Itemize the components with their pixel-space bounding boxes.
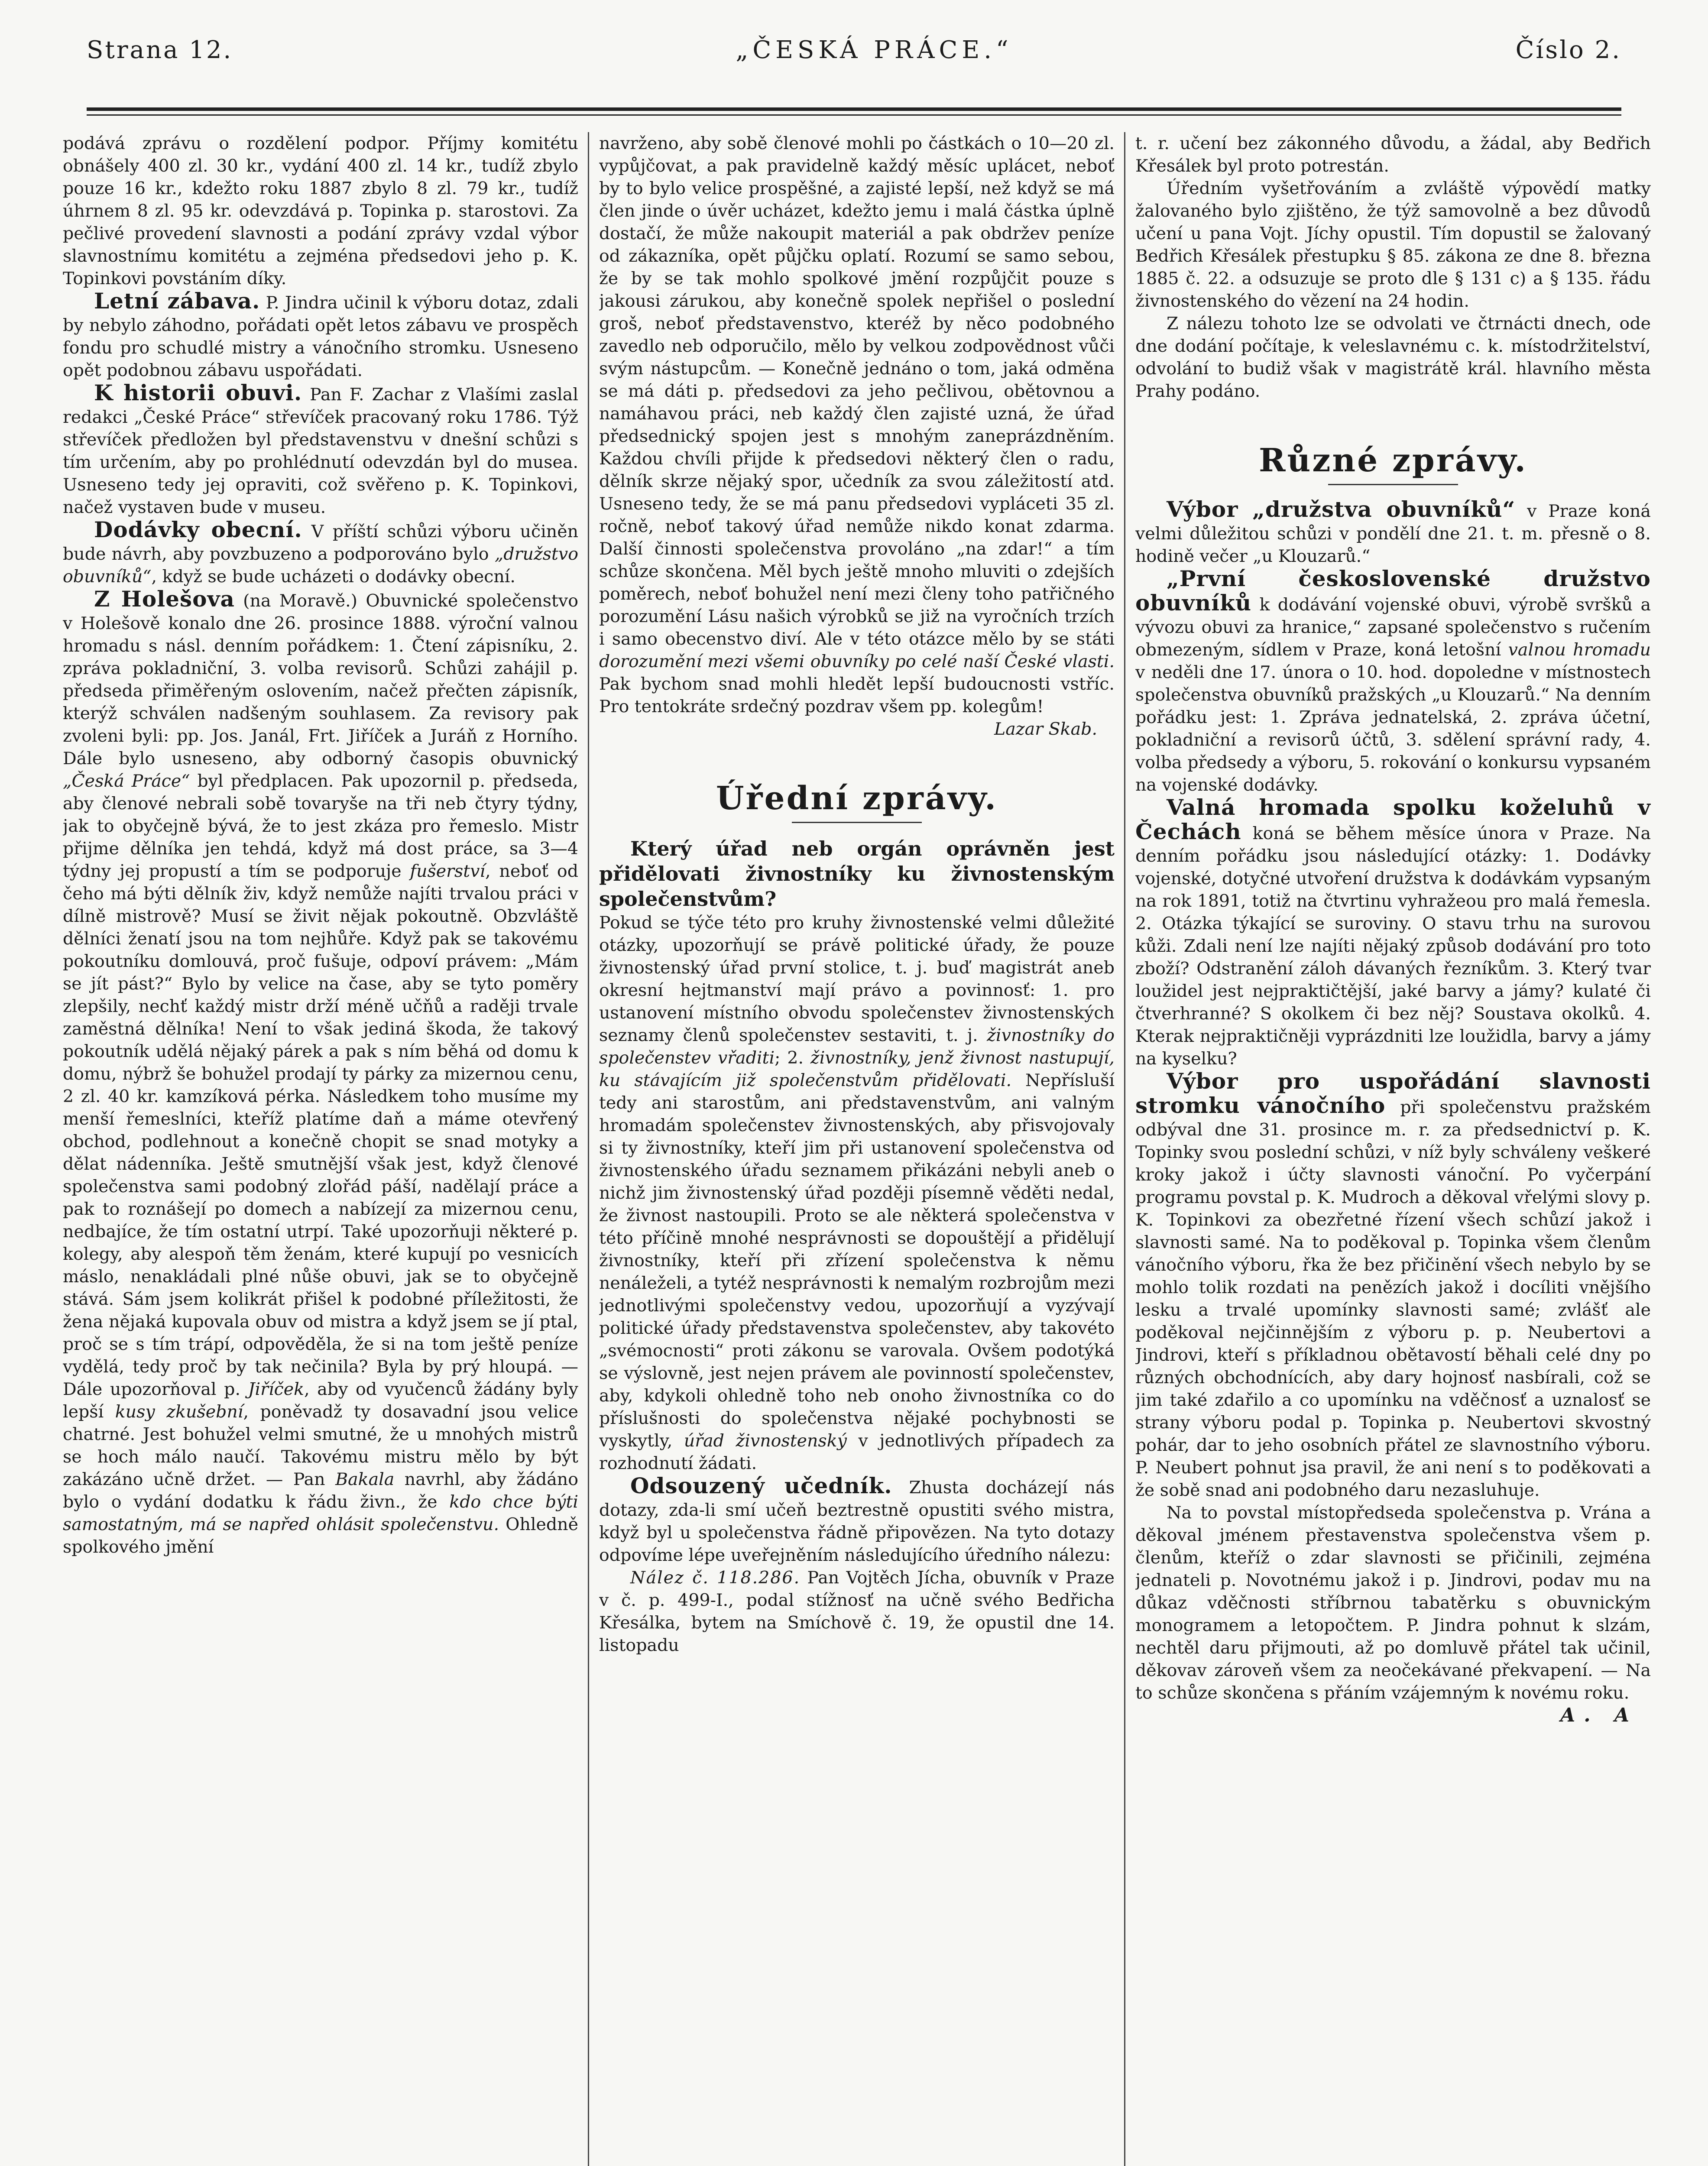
text-italic: fušerství (410, 861, 486, 881)
paragraph-urad (599, 911, 1115, 1475)
heading-urad: Který úřad neb orgán oprávněn jest přidělovati živnostníky ku živnostenským společenstvům? (599, 837, 1115, 911)
text-stromek: při společenstvu pražském odbýval dne 31. prosince m. r. za předsednictví p. K. Topinky svou poslední schůzi, v níž byly schváleny veškeré kroky jakož i účty slavnosti vánoční. Po vyčerpání programu povstal p. K. Mudroch a děkoval vřelými slovy p. K. Topinkovi za obezřetné řízení všech schůzí jakož i slavnosti samé. Na to poděkoval p. Topinka všem členům vánočního výboru, řka že bez přičinění všech nebylo by se mohlo tolik rozdati na penězích jakož i docíliti vnějšího lesku a trvalé upomínky slavnosti samé; zvlášť ale poděkoval nejčinnějším z výboru p. p. Neubertovi a Jindrovi, kteří s příkladnou obětavostí běhali celé dny po různých obchodnících, aby dary hojnosť nasbírali, což se jim také zdařilo a co upomínku na vděčnosť a uznalosť se strany výboru podal p. Topinka p. Neubertovi skvostný pohár, dar to jeho osobních přátel ze slavnostního výboru. P. Neubert pohnut jsa pravil, že ani není s to poděkovati a že sobě snad ani podobného daru nezasluhuje. (1135, 1097, 1651, 1500)
text-holesov: navrhl, aby žádáno bylo o vydání dodatku k řádu živn., že (63, 1469, 578, 1512)
column-2 (599, 132, 1115, 2166)
text-nalez: Pan Vojtěch Jícha, obuvník v Praze v č. p. 499-I., podal stížnosť na učně svého Bedřicha Křesálka, bytem na Smíchově č. 19, že opustil dne 14. listopadu (599, 1568, 1115, 1655)
text-italic: kdo chce býti samostatným, má se napřed ohlásit společenstvu. (63, 1492, 578, 1534)
periodical-title: „ČESKÁ PRÁCE.“ (736, 36, 1013, 64)
heading-valna-hromada: Valná hromada spolku koželuhů v Čechách (1135, 794, 1651, 844)
signature-lazar-skab: Lazar Skab. (994, 719, 1097, 739)
header-rule-thick (87, 107, 1621, 111)
text-holesov-cont: navrženo, aby sobě členové mohli po částkách o 10—20 zl. vypůjčovat, a pak pravidelně každý měsíc uplácet, neboť by to bylo velice prospěšné, a zajisté lepší, než když se má člen jinde o úvěr ucházet, kdežto jemu i malá částka úplně dostačí, že může nakoupit materiál a pak obdržev peníze od zákazníka, opět půjčku oplatí. Rozumí se samo sebou, že by se tak mohlo spolkové jmění rozpůjčit pouze s jakousi zárukou, aby konečně spolek nepřišel o poslední groš, neboť představenstvo, kteréž by něco podobného zavedlo neb odporučilo, mělo by velkou zodpovědnost vůči svým nástupcům. — Konečně jednáno o tom, jaká odměna se má dáti p. předsedovi za jeho pečlivou, obětovnou a namáhavou práci, neb každý člen zajisté uzná, že úřad předsednický spojen jest s mnohým zaneprázdněním. Každou chvíli přijde k předsedovi některý člen o radu, dělník skrze nějaký spor, učedník za svou záležitostí atd. Usneseno tedy, že se má panu předsedovi vypláceti 35 zl. ročně, neboť takový úřad nemůže nikdo konat zdarma. Další činnosti společenstva provoláno „na zdar!“ a tím schůze skončena. Měl bych ještě mnoho mluviti o zdejších poměrech, neboť bohužel není mezi členy toho patřičného porozumění Lásu našich výrobků se již na vyročních trzích i samo obecenstvo diví. Ale v této otázce mělo by se státi (599, 133, 1115, 649)
text-urad: ; 2. (775, 1048, 804, 1068)
paragraph-prvni-druzstvo (1135, 567, 1651, 796)
paragraph-ucednik (599, 1475, 1115, 1566)
paragraph-nalez (599, 1566, 1115, 1657)
text-ucednik: Zhusta docházejí nás dotazy, zda-li smí učeň beztrestně opustiti svého mistra, když byl u společenstva řádně připovězen. Na tyto dotazy odpovíme lépe uveřejněním následujícího úředního nálezu: (599, 1478, 1115, 1565)
heading-dodavky: Dodávky obecní. (94, 517, 302, 542)
section-title-uredni-zpravy: Úřední zprávy. (716, 780, 998, 817)
paragraph-mistopredseda: Na to povstal místopředseda společenstva p. Vrána a děkoval jménem přestavenstva společenstva všem p. členům, kteříž o zdar slavnosti se přičinili, zejména jednateli p. Novotnému jakož i p. Jindrovi, podav mu na důkaz vděčnosti stříbrnou tabatěrku s obuvnickým monogramem a letopočtem. P. Jindra pohnut k slzám, nechtěl daru přijmouti, až po domluvě přátel tak učinil, děkovav zároveň všem za neočekávané překvapení. — Na to schůze skončena s přáním vzájemným k novému roku. (1135, 1503, 1651, 1703)
text-italic: kusy zkušební (115, 1402, 243, 1422)
text-italic: Bakala (335, 1469, 395, 1489)
text-historie-obuvi: Pan F. Zachar z Vlašími zaslal redakci „České Práce“ střevíček pracovaný roku 1786. Týž střevíček předložen byl představenstvu v dnešní schůzi s tím určením, aby po prohlédnutí odevzdán byl do musea. Usneseno tedy jej opraviti, což svěřeno p. K. Topinkovi, načež vystaven bude v museu. (63, 385, 578, 517)
text-dodavky-end: , když se bude ucházeti o dodávky obecní. (151, 567, 515, 587)
text-prvni-druzstvo: v neděli dne 17. února o 10. hod. dopoledne v místnostech společenstva obuvníků pražských „u Klouzarů.“ Na denním pořádku jest: 1. Zpráva jednatelská, 2. zpráva účetní, pokladniční a revisorů účtů, 3. sdělení správní rady, 4. volba předsedy a výboru, 5. rokování o konkursu vypsaném na vojenské dodávky. (1135, 662, 1651, 795)
text-valna-hromada: koná se během měsíce února v Praze. Na denním pořádku jsou následující otázky: 1. Dodávky vojenské, dotyčné utvoření družstva k dodávkám vypsaným na rok 1891, totiž na čtvrtinu vyhražeou pro malá řemesla. 2. Otázka týkající se suroviny. O stavu trhu na surovou kůži. Zdali není lze najíti nějaký způsob dodávání pro toto zboží? Odstranění záloh dávaných řezníkům. 3. Který tvar loužidel jest nejpraktičtější, jaké barvy a jámy? kulaté či čtverhranné? S okolkem či bez něj? Soustava okolků. 4. Kterak nejpraktičněji vyprázdniti lze loužidla, barvy a jámy na kyselku? (1135, 824, 1651, 1069)
text-holesov: Ohledně spolkového jmění (63, 1514, 578, 1557)
section-title-ruzne-zpravy: Různé zprávy. (1259, 442, 1527, 479)
paragraph-dodavky (63, 519, 578, 588)
paragraph-koželuhu (1135, 796, 1651, 1070)
signature-a-a: A. A (1560, 1704, 1638, 1726)
article-columns (63, 132, 1663, 2166)
paragraph-letni-zabava (63, 290, 578, 382)
issue-number: Číslo 2. (1515, 36, 1621, 64)
column-divider (1124, 132, 1125, 2166)
heading-stromek: Výbor pro uspořádání slavnosti stromku vánočního (1135, 1068, 1651, 1118)
text-italic: živnostníky, jenž živnost nastupují, ku stávajícím již společenstvům přidělovati. (599, 1048, 1115, 1090)
text-italic: „družstvo obuvníků“ (63, 544, 578, 587)
text-italic: živnostníky do společenstev vřaditi (599, 1025, 1115, 1068)
paragraph-odvolani: Z nálezu tohoto lze se odvolati ve čtrnácti dnech, ode dne dodání počítaje, k veleslavnému c. k. místodržitelství, odvolání to budiž však v magistrátě král. hlavního města Prahy podáno. (1135, 314, 1651, 401)
text-dodavky: V příští schůzi výboru učiněn bude návrh, aby povzbuzeno a podporováno bylo (63, 522, 578, 564)
paragraph-historie-obuvi (63, 382, 578, 519)
text-prvni-druzstvo: k dodávání vojenské obuvi, výrobě svršků a vývozu obuvi za hranice,“ zapsané společenstvo s ručením obmezeným, sídlem v Praze, koná letošní (1135, 595, 1651, 660)
text-urad: Pokud se týče této pro kruhy živnostenské velmi důležité otázky, upozorňují se právě politické úřady, že pouze živnostenský úřad první stolice, t. j. buď magistrát aneb okresní hejtmanství mají právo a povinnosť: 1. pro ustanovení místního obvodu společenstev živnostenských seznamy členů společenstev sestaviti, t. j. (599, 913, 1115, 1045)
header-rule-thin (87, 114, 1621, 116)
heading-vybor-druzstva: Výbor „družstva obuvníků“ (1167, 496, 1516, 522)
text-italic: valnou hromadu (1508, 640, 1651, 660)
paragraph-uradnim: Úředním vyšetřováním a zvláště výpovědí matky žalovaného bylo zjištěno, že týž samovolně a bez důvodů učení u pana Vojt. Jíchy opustil. Tím dopustil se žalovaný Bedřich Křesálek přestupku § 85. zákona ze dne 8. března 1885 č. 22. a odsuzuje se proto dle § 131 c) a § 135. řádu živnostenského do vězení na 24 hodin. (1135, 178, 1651, 311)
text-italic: „Česká Práce“ (63, 771, 190, 791)
text-holesov: , neboť od čeho má býti dělník živ, když nemůže najíti trvalou práci v dílně mistrově? Musí se živit nějak pokoutně. Obzvláště dělníci ženatí jsou na tom nejhůře. Když pak se takovému pokoutníku domlouvá, proč fušuje, odpoví právem: „Mám se jít pást?“ Bylo by velice na čase, aby se tyto poměry zlepšily, nechť každý mistr drží méně učňů a raději trvale zaměstná dělníka! Není to však jediná škoda, že takový pokoutník udělá nějaký párek a pak s ním běhá od domu k domu, nýbrž še bohužel prodají ty párky za mizernou cenu, 2 zl. 40 kr. kamzíková pérka. Následkem toho musíme my menší řemeslníci, kteříž platíme daň a máme otevřený obchod, podlehnout a konečně chopit se snad motyky a dělat nádenníka. Ještě smutnější však jest, když členové společenstva sami podobný zlořád páší, nadělají práce a pak to roznášejí po domech a nabízejí za mizernou cenu, nedbajíce, že tím ostatní utrpí. Také upozorňuji některé p. kolegy, aby alespoň těm ženám, které kupují po vesnicích máslo, nenakládali plné nůše obuvi, jak se to obyčejně stává. Sám jsem kolikrát přišel k podobné příležitosti, že žena nějaká kupovala obuv od mistra a když jsem se jí ptal, proč se s tím trápí, odpověděla, že si na tom ještě peníze vydělá, tedy proč by tak nečinila? Byla by prý hloupá. — Dále upozorňoval p. (63, 861, 578, 1399)
text-urad: Nepřísluší tedy ani starostům, ani představenstvům, ani valným hromadám společenstev živnostenských, aby přisvojovaly si ty živnostníky, kteří jim při ustanovení společenstva od živnostenského úřadu seznamem přikázáni nebyli aneb o nichž jim živnostenský úřad později písemně věděti nedal, že živnost nastoupili. Proto se ale některá společenstva v této příčině mnohé nesprávnosti se dopouštějí a přidělují živnostníky, kteří při zřízení společenstva k němu nenáleželi, a tytéž nesprávnosti k nemalým rozbrojům mezi jednotlivými společenstvy vedou, upozorňují a vyzývají politické úřady představenstva společenstev, aby takovéto „svémocnosti“ proti zákonu se varovala. Ovšem podotýká se výslovně, jest nejen právem ale povinností společenstev, aby, kdykoli ohledně toho neb onoho živnostníka co do příslušnosti do společenstva nějaké pochybnosti se vyskytly, (599, 1070, 1115, 1451)
text-italic: Jiříček (248, 1379, 305, 1399)
heading-holesov: Z Holešova (94, 586, 235, 612)
text-vybor-druzstva: v Praze koná velmi důležitou schůzi v pondělí dne 21. t. m. přesně o 8. hodině večer „u Klouzarů.“ (1135, 501, 1651, 566)
text-letni-zabava: P. Jindra učinil k výboru dotaz, zdali by nebylo záhodno, pořádati opět letos zábavu ve prospěch fondu pro schudlé mistry a vánočního stromku. Usneseno opět podobnou zábavu uspořádati. (63, 293, 578, 380)
paragraph-vybor-druzstva (1135, 498, 1651, 567)
page-number: Strana 12. (87, 36, 233, 64)
page-header (87, 32, 1621, 67)
text-holesov: , poněvadž ty dosavadní jsou velice chatrné. Jest bohužel velmi smutné, že u mnohých mistrů se hoch málo naučí. Takovému mistru mělo by být zakázáno učně držet. — Pan (63, 1402, 578, 1489)
text-italic: úřad živnostenský (684, 1431, 847, 1451)
paragraph-nalez-continued: t. r. učení bez zákonného důvodu, a žádal, aby Bedřich Křesálek byl proto potrestán. (1135, 133, 1651, 176)
paragraph-holesov-continued (599, 132, 1115, 718)
text-holesov: byl předplacen. Pak upozornil p. předseda, aby členové nebrali sobě tovaryše na tři neb čtyry týdny, jak to obyčejně bývá, že to jest zkáza pro řemeslo. Mistr přijme dělníka jen tehdá, když má dost práce, sa 3—4 týdny jej propustí a tím se podporuje (63, 771, 578, 881)
section-rule (792, 822, 922, 823)
text-holesov-cont: Pak bychom snad mohli hledět lepší budoucnosti vstříc. Pro tentokráte srdečný pozdrav všem pp. kolegům! (599, 674, 1115, 717)
heading-prvni-druzstvo: „První československé družstvo obuvníků (1135, 566, 1651, 616)
column-1 (63, 132, 578, 2166)
heading-ucednik: Odsouzený učedník. (630, 1473, 892, 1498)
column-3 (1135, 132, 1651, 2166)
section-rule (1328, 484, 1458, 485)
paragraph-holesov (63, 588, 578, 1558)
text-urad: v jednotlivých případech za rozhodnutí žádati. (599, 1431, 1115, 1473)
paragraph-stromek (1135, 1070, 1651, 1501)
label-nalez: Nález č. 118.286. (630, 1568, 801, 1588)
text-holesov: (na Moravě.) Obuvnické společenstvo v Holešově konalo dne 26. prosince 1888. výroční valnou hromadu s násl. denním pořádkem: 1. Čtení zápisníku, 2. zpráva pokladniční, 3. volba revisorů. Schůzi zahájil p. předseda přiměřeným oslovením, načež přečten zápisník, kterýž schválen nadšeným souhlasem. Za revisory pak zvoleni byli: pp. Jos. Janál, Frt. Jiříček a Juráň z Horního. Dále bylo usneseno, aby odborný časopis obuvnický (63, 591, 578, 768)
text-holesov: , aby od vyučenců žádány byly lepší (63, 1379, 578, 1422)
heading-letni-zabava: Letní zábava. (94, 288, 260, 314)
text-italic: dorozumění mezi všemi obuvníky po celé naší České vlasti. (599, 652, 1115, 671)
heading-historie-obuvi: K historii obuvi. (94, 380, 302, 405)
column-divider (588, 132, 589, 2166)
paragraph-podpory: podává zprávu o rozdělení podpor. Příjmy komitétu obnášely 400 zl. 30 kr., vydání 400 zl. 14 kr., tudíž zbylo pouze 16 kr., kdežto roku 1887 zbylo 8 zl. 79 kr., tudíž úhrnem 8 zl. 95 kr. odevzdává p. Topinka p. starostovi. Za pečlivé provedení slavnosti a podání zprávy vzdal výbor slavnostnímu komitétu a zejména předsedovi jeho p. K. Topinkovi povstáním díky. (63, 133, 578, 289)
